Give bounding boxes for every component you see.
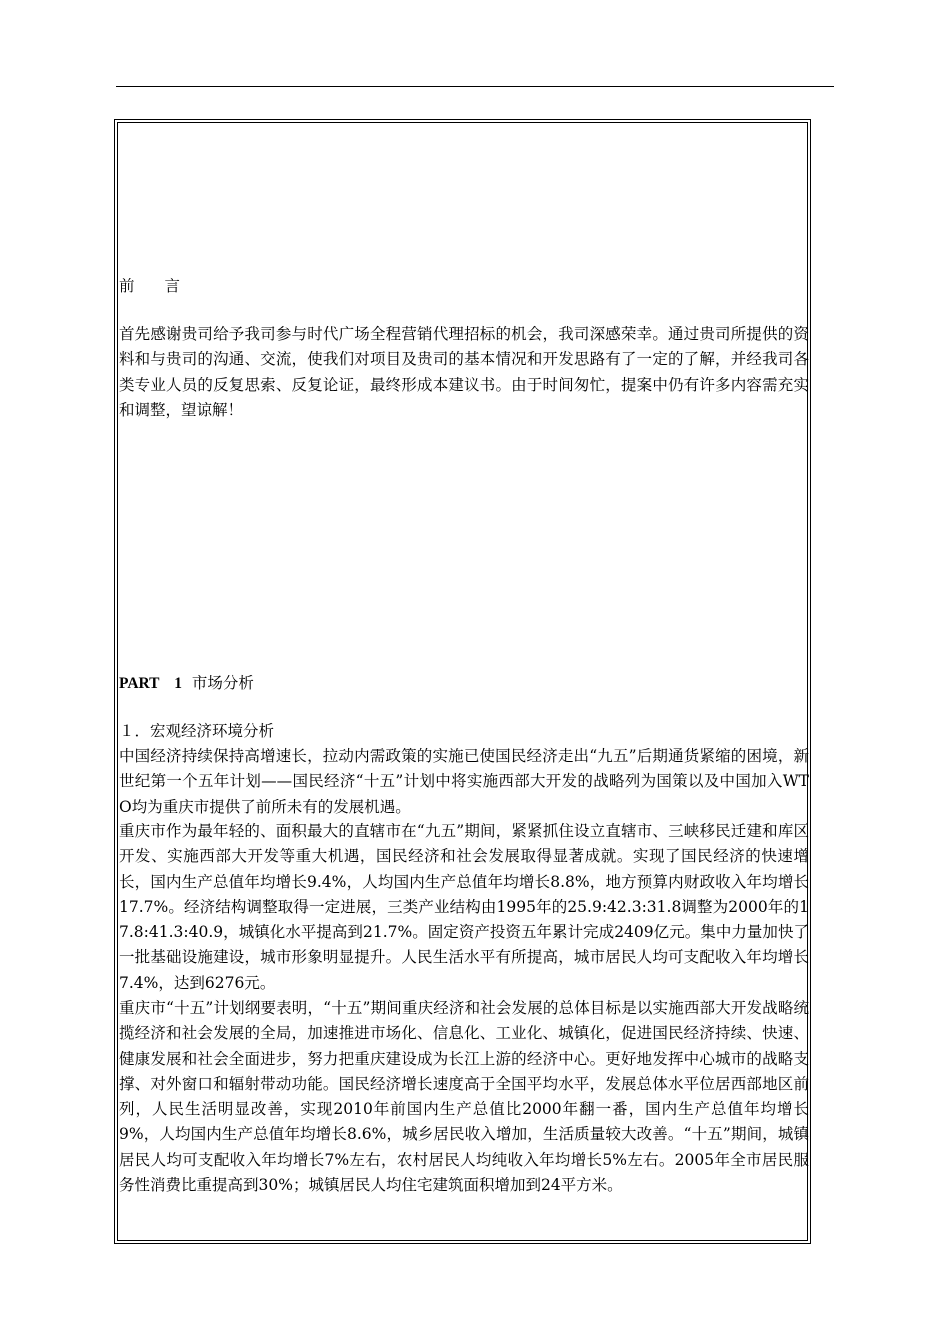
preface-body: 首先感谢贵司给予我司参与时代广场全程营销代理招标的机会，我司深感荣幸。通过贵司所提供的资料和与贵司的沟通、交流，使我们对项目及贵司的基本情况和开发思路有了一定的了解，并经我司各类专业人员的反复思索、反复论证，最终形成本建议书。由于时间匆忙，提案中仍有许多内容需充实和调整，望谅解！: [119, 325, 809, 419]
paragraph-3: 重庆市“十五”计划纲要表明，“十五”期间重庆经济和社会发展的总体目标是以实施西部大开发战略统揽经济和社会发展的全局，加速推进市场化、信息化、工业化、城镇化，促进国民经济持续、快速、健康发展和社会全面进步，努力把重庆建设成为长江上游的经济中心。更好地发挥中心城市的战略支撑、对外窗口和辐射带动功能。国民经济增长速度高于全国平均水平，发展总体水平位居西部地区前列，人民生活明显改善，实现2010年前国内生产总值比2000年翻一番，国内生产总值年均增长9%，人均国内生产总值年均增长8.6%，城乡居民收入增加，生活质量较大改善。“十五”期间，城镇居民人均可支配收入年均增长7%左右，农村居民人均纯收入年均增长5%左右。2005年全市居民服务性消费比重提高到30%；城镇居民人均住宅建筑面积增加到24平方米。: [119, 999, 809, 1195]
paragraph-1: 中国经济持续保持高增速长，拉动内需政策的实施已使国民经济走出“九五”后期通货紧缩的困境，新世纪第一个五年计划——国民经济“十五”计划中将实施西部大开发的战略列为国策以及中国加入WTO均为重庆市提供了前所未有的发展机遇。: [119, 747, 809, 816]
header-rule: [116, 86, 834, 87]
preface-heading-char-1: 前: [119, 277, 135, 295]
preface-heading: [119, 274, 180, 296]
preface-heading-char-2: 言: [164, 277, 181, 295]
part-heading: [119, 671, 254, 693]
part-label: PART: [119, 675, 160, 692]
paragraph-2: 重庆市作为最年轻的、面积最大的直辖市在“九五”期间，紧紧抓住设立直辖市、三峡移民迁建和库区开发、实施西部大开发等重大机遇，国民经济和社会发展取得显著成就。实现了国民经济的快速增长，国内生产总值年均增长9.4%，人均国内生产总值年均增长8.8%，地方预算内财政收入年均增长17.7%。经济结构调整取得一定进展，三类产业结构由1995年的25.9:42.3:31.8调整为2000年的17.8:41.3:40.9，城镇化水平提高到21.7%。固定资产投资五年累计完成2409亿元。集中力量加快了一批基础设施建设，城市形象明显提升。人民生活水平有所提高，城市居民人均可支配收入年均增长7.4%，达到6276元。: [119, 822, 809, 992]
part-title: 市场分析: [191, 674, 254, 692]
section-heading: １．宏观经济环境分析: [119, 722, 275, 740]
part-number: 1: [174, 675, 183, 692]
